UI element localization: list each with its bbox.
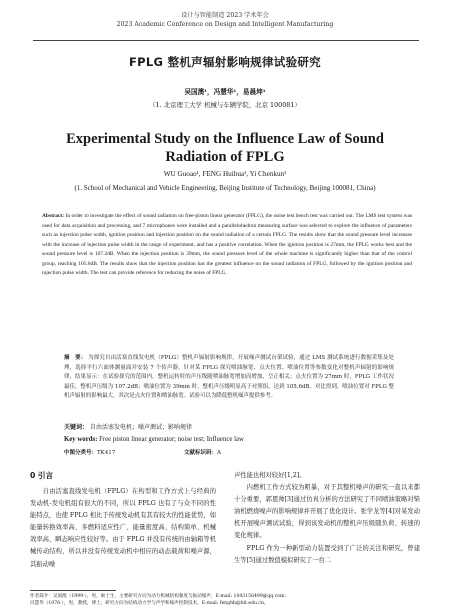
doc-code-value: A <box>217 450 221 456</box>
doc-code-label: 文献标识码： <box>184 450 218 456</box>
running-head-en: 2023 Academic Conference on Design and Intelligent Manufacturing <box>116 21 334 28</box>
chinese-abstract <box>64 354 394 402</box>
clc-label: 中图分类号： <box>64 450 98 456</box>
running-head <box>0 11 450 29</box>
chinese-affiliation: （1. 北京理工大学 机械与车辆学院，北京 100081） <box>149 101 301 109</box>
footnote-line-2: 冯慧华（1976-），男，教授，博士，研究方向为结构动力学与声学和噪声控制技术，E-mail: fenghh@bit.edu.cn。 <box>30 601 269 607</box>
chinese-keywords-label: 关键词： <box>64 424 89 431</box>
english-abstract <box>42 212 412 279</box>
section-heading: 0 引言 <box>30 471 54 480</box>
english-abstract-label: Abstract: <box>42 213 65 219</box>
clc-value: TK417 <box>97 450 116 456</box>
classification-line <box>64 448 394 456</box>
english-keywords <box>64 436 404 443</box>
chinese-authors: 吴国澳¹，冯慧华¹，易晨坤¹ <box>184 88 266 96</box>
header-rule <box>33 40 419 41</box>
chinese-keywords-text: 自由活塞发电机；噪声测试；影响规律 <box>89 424 192 431</box>
intro-paragraph-continued: 声性能也相对较好[1,2]。 <box>234 472 306 479</box>
footnote-line-1: 作者简介：吴国澳（1999-），男，硕士生，主要研究方向为动力机械结构强度与振动噪声，E-mail: 1043156499@qq.com； <box>30 594 289 599</box>
english-authors: WU Guoao¹, FENG Huihua¹, Yi Chenkun¹ <box>163 170 287 178</box>
english-affiliation: (1. School of Mechanical and Vehicle Engineering, Beijing Institute of Technology, Beijing 100081, China) <box>74 184 376 192</box>
intro-paragraph-3: FPLG 作为一种新型动力装置受到了广泛的关注和研究，曾建生等[5]通过数值模拟研究了一台二 <box>234 544 420 564</box>
english-keywords-label: Key words: <box>64 436 98 443</box>
chinese-abstract-label: 摘 要： <box>64 355 87 361</box>
english-title: Experimental Study on the Influence Law of Sound Radiation of FPLG <box>66 131 384 165</box>
intro-paragraph: 自由活塞直线发电机（FPLG）在构型和工作方式上与经典的发动机-发电机组有很大的不同，所以 FPLG 也有了与众不同的性能特点，也使 FPLG 相比于传统发动机有其有较大的性能优势，如能量转换效率高、多燃料适应性广、能量密度高、结构简单、机械效率高、瞬态响应性较好等。由于 FPLG 并没有传统的由轴箱等机械传动结构，所以并没有传统发动机中相应的动态载荷和噪声源，其振动噪 <box>30 488 216 568</box>
chinese-keywords <box>64 422 394 431</box>
english-abstract-text: In order to investigate the effect of sound radiation on free-piston linear generator (FPLG), the noise test bench test was carried out. The LMS test system was used for data acquisition and processing, and 7 microphones were installed and a parallelohedron measuring surface was selected to explore the influence of parameters such as injection pulse width, ignition position and injection position on the sound radiation of a certain FPLG. The results show that the sound pressure level increases with the increase of injection pulse width in the range of experiment, and has a positive correlation. When the ignition position is 27mm, the FPLG works best and the sound pressure level is 107.2dB. When the injection position is 39mm, the sound pressure level of the whole machine is significantly higher than that of the control group, reaching 105.6dB. The results show that the injection position has the greatest influence on the sound radiation of FPLG, followed by the ignition position and injection pulse width. The test can provide reference for reducing the noise of FPLG. <box>42 213 412 276</box>
footnote <box>30 593 420 607</box>
english-keywords-text: Free piston linear generator; noise test; Influence law <box>99 436 244 443</box>
running-head-cn: 设计与智能制造 2023 学术年会 <box>181 12 269 19</box>
left-column <box>30 486 216 571</box>
footnote-rule <box>30 590 116 591</box>
right-column <box>234 470 420 567</box>
chinese-abstract-text: 为探究自由活塞直线发电机（FPLG）整机声辐射影响规律，开展噪声测试台架试验，通过 LMS 测试系统进行数据采集及处理，选择平行六面体测量面并安装 7 个传声器，针对某 FPLG 探究喷油脉宽、点火位置、喷油位置等参数变化对整机声辐射的影响规律，结果显示：在试验探究的范围内，整机运转时的声压级随喷油脉宽增加而增加，呈正相关；点火位置为 27mm 时，FPLG 工作状况最佳，整机声压级为 107.2dB；喷油位置为 39mm 时，整机声压级明显高于对照组，达到 105.6dB。对比得到，喷油位置对 FPLG 整机声辐射的影响最大，其次是点火位置和喷油脉宽。试验可以为降低整机噪声提供参考。 <box>64 355 394 399</box>
intro-paragraph-2: 内燃机工作方式较为粗暴，对于其整机噪声的研究一直以来都十分重要，郭恩帅[3]通过仿真分析的方法研究了不同喷油策略对柴油机燃烧噪声的影响规律并开展了优化设计。张学龙等[4]对某发动机开展噪声测试试验，得到该发动机的整机声压级随负荷、转速的变化规律。 <box>234 484 420 540</box>
chinese-title: FPLG 整机声辐射影响规律试验研究 <box>129 55 321 69</box>
